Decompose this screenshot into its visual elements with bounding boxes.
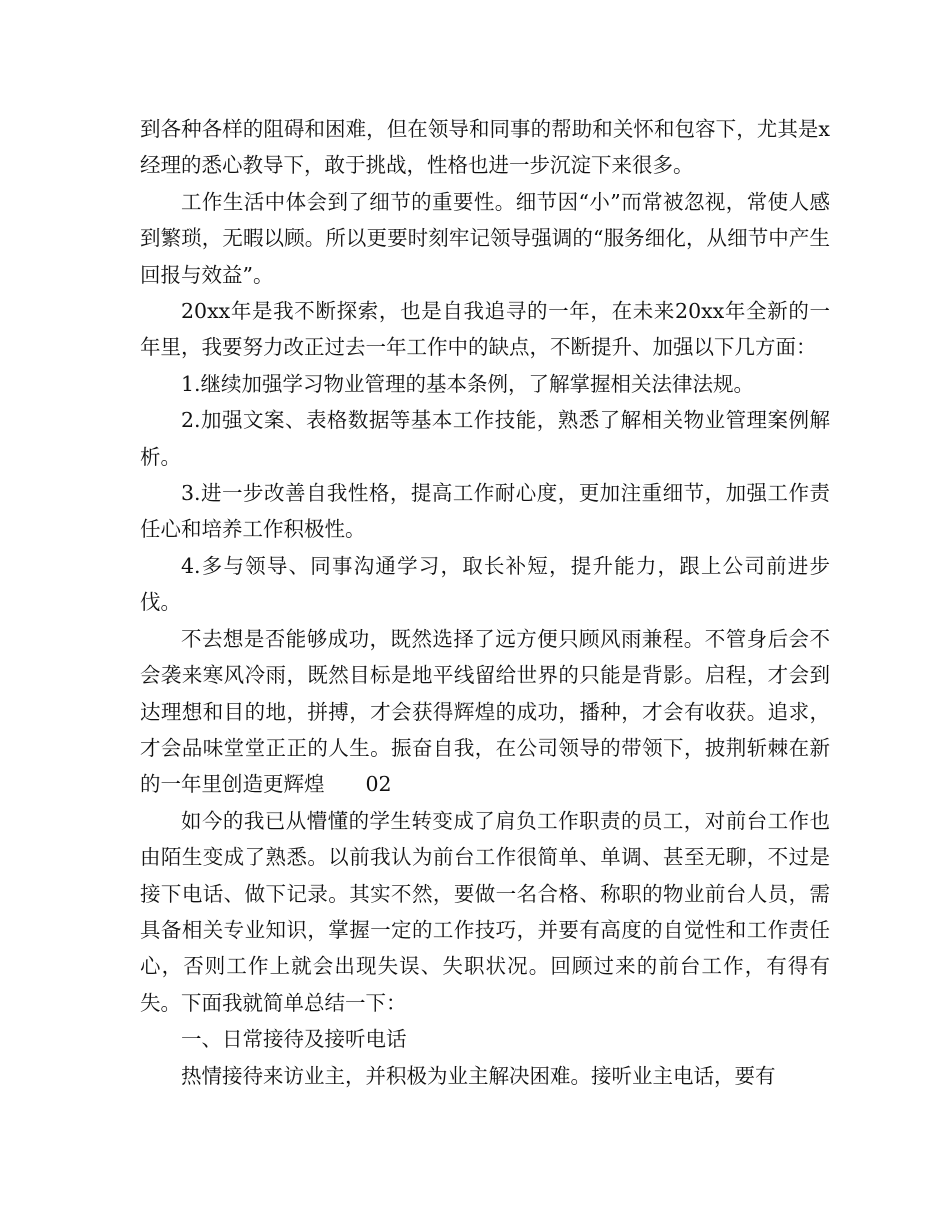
paragraph-continuation: 到各种各样的阻碍和困难，但在领导和同事的帮助和关怀和包容下，尤其是x经理的悉心教导下，敢于挑战，性格也进一步沉淀下来很多。 — [140, 117, 830, 178]
paragraph-new-year-plan: 20xx年是我不断探索，也是自我追寻的一年，在未来20xx年全新的一年里，我要努力改正过去一年工作中的缺点，不断提升、加强以下几方面： — [140, 299, 830, 360]
paragraph-front-desk-intro: 如今的我已从懵懂的学生转变成了肩负工作职责的员工，对前台工作也由陌生变成了熟悉。以前我认为前台工作很简单、单调、甚至无聊，不过是接下电话、做下记录。其实不然，要做一名合格、称职的物业前台人员，需具备相关专业知识，掌握一定的工作技巧，并要有高度的自觉性和工作责任心，否则工作上就会出现失误、失职状况。回顾过来的前台工作，有得有失。下面我就简单总结一下： — [140, 808, 830, 1015]
list-item-4: 4.多与领导、同事沟通学习，取长补短，提升能力，跟上公司前进步伐。 — [140, 553, 830, 615]
paragraph-motivation: 不去想是否能够成功，既然选择了远方便只顾风雨兼程。不管身后会不会袭来寒风冷雨，既然目标是地平线留给世界的只能是背影。启程，才会到达理想和目的地，拼搏，才会获得辉煌的成功，播种，才会有收获。追求，才会品味堂堂正正的人生。振奋自我，在公司领导的带领下，披荆斩棘在新的一年里创造更辉煌 02 — [140, 626, 830, 797]
paragraph-reception: 热情接待来访业主，并积极为业主解决困难。接听业主电话，要有 — [181, 1063, 776, 1088]
list-item-2: 2.加强文案、表格数据等基本工作技能，熟悉了解相关物业管理案例解析。 — [140, 408, 830, 469]
paragraph-details: 工作生活中体会到了细节的重要性。细节因“小”而常被忽视，常使人感到繁琐，无暇以顾。所以更要时刻牢记领导强调的“服务细化，从细节中产生回报与效益”。 — [140, 189, 830, 287]
section-heading-reception: 一、日常接待及接听电话 — [181, 1027, 407, 1052]
list-item-1: 1.继续加强学习物业管理的基本条例，了解掌握相关法律法规。 — [181, 371, 755, 396]
document-page — [140, 111, 830, 1094]
list-item-3: 3.进一步改善自我性格，提高工作耐心度，更加注重细节，加强工作责任心和培养工作积极性。 — [140, 481, 830, 542]
